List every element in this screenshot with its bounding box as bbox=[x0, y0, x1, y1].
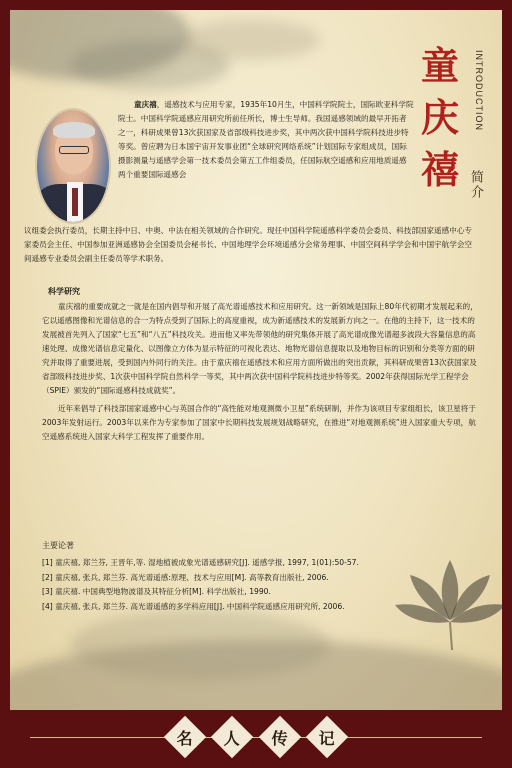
research-paragraph: 童庆禧的重要成就之一就是在国内倡导和开展了高光谱遥感技术和应用研究。这一新领域是国际上80年代初期才发展起来的，它以遥感图像和光谱信息的合一为特点受到了国际上的高度重视，成为新遥感技术的发展新方向之一。在他的主持下，这一技术的发展被首先列入了国家“七五”和“八五”科技攻关。进而他又率先带领他的研究集体开展了高光谱成像光谱超多波段大容量信息的高速处理、成像光谱信息定量化、以图像立方体为显示特征的可视化表达、地物光谱信息提取以及地物目标的识别和分类等方面的研究并取得了重要进展，受到国内外同行的关注。由于童庆禧在遥感技术和应用方面所做出的突出贡献，其科研成果曾13次获国家及省部级科技进步奖、1次获中国科学院自然科学一等奖，其中两次获中国科学院科技进步特等奖。2002年获得国际光学工程学会（SPIE）颁发的“国际遥感科技成就奖”。 bbox=[42, 302, 478, 395]
name-char: 庆 bbox=[420, 95, 459, 140]
footer-tags bbox=[170, 722, 342, 754]
name-title bbox=[410, 40, 470, 196]
ink-wash bbox=[70, 610, 330, 680]
research-paragraph: 近年来倡导了科技部国家遥感中心与英国合作的“高性能对地观测微小卫星”系统研制，并作为该项目专家组组长，该卫星将于2003年发射运行。2003年以来作为专家参加了国家中长期科技发展规划战略研究，在推进“对地观测系统”进入国家重大专项，航空遥感系统进入国家大科学工程发挥了重要作用。 bbox=[42, 404, 476, 441]
bio-intro-continued: 议组委会执行委员，长期主持中日、中奥、中法在相关领域的合作研究。现任中国科学院遥感科学委员会委员、科技部国家遥感中心专家委员会主任、中国参加亚洲遥感协会全国委员会秘书长、中国地理学会环境遥感分会常务理事、中国空间科学学会和中国宇航学会空间遥感专业委员会副主任委员等学术职务。 bbox=[24, 226, 473, 263]
portrait-photo bbox=[35, 108, 111, 224]
subtitle: 简介 bbox=[468, 170, 483, 200]
works-list bbox=[42, 556, 442, 614]
bio-name: 童庆禧 bbox=[134, 100, 157, 109]
footer-tag: 记 bbox=[306, 716, 348, 758]
research-title: 科学研究 bbox=[48, 287, 80, 296]
works-item: [4] 童庆禧, 张兵, 郑兰芬. 高光谱遥感的多学科应用[J]. 中国科学院遥感应用研究所, 2006. bbox=[42, 601, 345, 611]
footer-tag: 人 bbox=[211, 716, 253, 758]
footer-banner bbox=[0, 712, 512, 768]
works-item: [2] 童庆禧, 张兵, 郑兰芬. 高光谱遥感:原理、技术与应用[M]. 高等教育出版社, 2006. bbox=[42, 572, 329, 582]
name-char: 禧 bbox=[420, 147, 459, 192]
footer-tag: 名 bbox=[164, 716, 206, 758]
works-item: [1] 童庆禧, 郑兰芬, 王晋年,等. 湿地植被成象光谱遥感研究[J]. 遥感学报, 1997, 1(01):50-57. bbox=[42, 558, 359, 567]
research-body bbox=[42, 300, 482, 444]
bio-intro-text: ，遥感技术与应用专家，1935年10月生，中国科学院院士，国际欧亚科学院院士。中国科学院遥感应用研究所前任所长，博士生导师。我国遥感领域的最早开拓者之一，科研成果曾13次获国家及省部级科技进步奖，其中两次获中国科学院科技进步特等奖。曾应聘为日本国宇宙开发事业团“全球研究网络系统”计划国际专家组成员，国际摄影测量与遥感学会第一技术委员会第五工作组委员，任国际航空遥感和应用地质遥感两个重要国际遥感会 bbox=[118, 100, 414, 179]
ink-wash bbox=[180, 20, 320, 60]
name-char: 童 bbox=[420, 43, 459, 88]
introduction-label: INTRODUCTION bbox=[474, 50, 484, 131]
works-item: [3] 童庆禧. 中国典型地物波谱及其特征分析[M]. 科学出版社, 1990. bbox=[42, 587, 271, 596]
bio-intro bbox=[118, 98, 414, 182]
works-title: 主要论著 bbox=[42, 541, 74, 550]
footer-tag: 传 bbox=[258, 716, 300, 758]
